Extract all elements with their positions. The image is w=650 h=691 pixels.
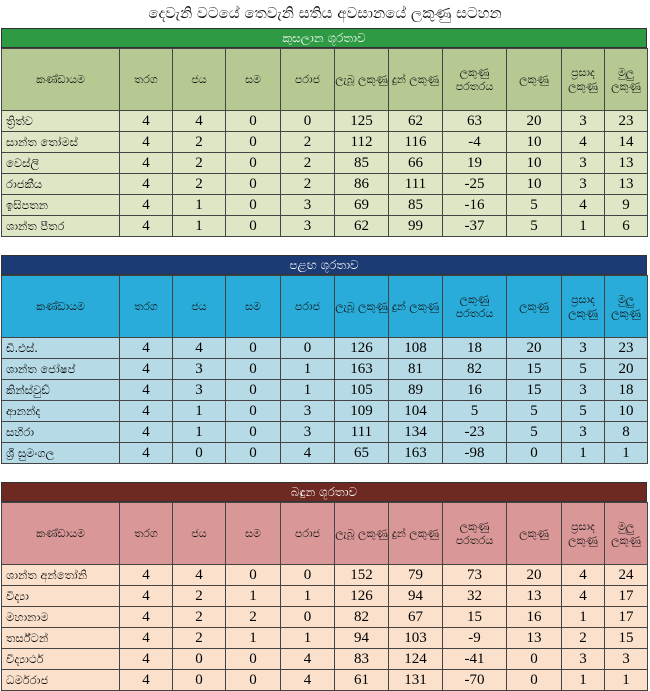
cell-total-points: 8 — [605, 422, 648, 443]
column-header-total-points: මුලු ලකුණු — [605, 276, 648, 338]
standings-table — [1, 502, 648, 691]
cell-points-for: 125 — [335, 111, 389, 132]
cell-total-points: 3 — [605, 649, 648, 670]
cell-drawn: 0 — [226, 174, 281, 195]
cell-lost: 1 — [281, 628, 335, 649]
cell-won: 0 — [173, 649, 226, 670]
cell-points: 13 — [507, 586, 562, 607]
cell-won: 2 — [173, 628, 226, 649]
cell-drawn: 0 — [226, 338, 281, 359]
column-header-lost: පරාජ — [281, 276, 335, 338]
cell-team: ආනන්ද — [2, 401, 120, 422]
cell-points-for: 111 — [335, 422, 389, 443]
cell-bonus-points: 3 — [562, 422, 605, 443]
cell-lost: 3 — [281, 401, 335, 422]
cell-lost: 3 — [281, 195, 335, 216]
cell-points-for: 105 — [335, 380, 389, 401]
cell-won: 1 — [173, 422, 226, 443]
cell-lost: 2 — [281, 153, 335, 174]
cell-total-points: 14 — [605, 132, 648, 153]
table-row — [2, 586, 648, 607]
cell-points: 5 — [507, 216, 562, 237]
cell-won: 4 — [173, 565, 226, 586]
table-row — [2, 422, 648, 443]
cell-points-against: 99 — [389, 216, 443, 237]
cell-points: 0 — [507, 670, 562, 691]
cell-team: ශාන්ත අන්තෝනි — [2, 565, 120, 586]
cell-played: 4 — [120, 628, 173, 649]
cell-drawn: 0 — [226, 565, 281, 586]
cell-points-for: 86 — [335, 174, 389, 195]
cell-drawn: 0 — [226, 670, 281, 691]
table-row — [2, 380, 648, 401]
cell-total-points: 9 — [605, 195, 648, 216]
cell-lost: 1 — [281, 380, 335, 401]
page-title: දෙවැනි වටයේ තෙවැනි සතිය අවසානයේ ලකුණු සටහන — [148, 4, 502, 22]
cell-total-points: 20 — [605, 359, 648, 380]
cell-total-points: 17 — [605, 607, 648, 628]
cell-points-against: 131 — [389, 670, 443, 691]
column-header-bonus-points: ප්‍රසාද ලකුණු — [562, 49, 605, 111]
cell-points-for: 94 — [335, 628, 389, 649]
cell-won: 2 — [173, 607, 226, 628]
cell-drawn: 0 — [226, 401, 281, 422]
cell-points: 5 — [507, 401, 562, 422]
cell-won: 1 — [173, 216, 226, 237]
cell-team: ශ්‍රී සුමංගල — [2, 443, 120, 464]
table-row — [2, 216, 648, 237]
column-header-points: ලකුණු — [507, 276, 562, 338]
cell-team: ධර්මරාජ — [2, 670, 120, 691]
column-header-played: තරග — [120, 503, 173, 565]
column-header-points: ලකුණු — [507, 49, 562, 111]
cell-total-points: 17 — [605, 586, 648, 607]
cell-team: තර්ස්ටන් — [2, 628, 120, 649]
cell-point-difference: 16 — [443, 380, 507, 401]
cell-won: 3 — [173, 359, 226, 380]
cell-played: 4 — [120, 132, 173, 153]
table-row — [2, 670, 648, 691]
column-header-row — [2, 49, 648, 111]
column-header-bonus-points: ප්‍රසාද ලකුණු — [562, 276, 605, 338]
cell-bonus-points: 3 — [562, 153, 605, 174]
cell-points-for: 126 — [335, 586, 389, 607]
cell-played: 4 — [120, 422, 173, 443]
column-header-won: ජය — [173, 276, 226, 338]
cell-lost: 0 — [281, 338, 335, 359]
cell-drawn: 0 — [226, 649, 281, 670]
cell-total-points: 18 — [605, 380, 648, 401]
table-row — [2, 565, 648, 586]
cell-played: 4 — [120, 338, 173, 359]
cell-points: 20 — [507, 565, 562, 586]
column-header-drawn: සම — [226, 49, 281, 111]
cell-bonus-points: 4 — [562, 195, 605, 216]
cell-points-against: 66 — [389, 153, 443, 174]
cell-lost: 4 — [281, 670, 335, 691]
cell-drawn: 0 — [226, 443, 281, 464]
table-row — [2, 443, 648, 464]
cell-team: ඉසිපතන — [2, 195, 120, 216]
cell-points: 10 — [507, 132, 562, 153]
cell-points: 10 — [507, 153, 562, 174]
cell-drawn: 0 — [226, 359, 281, 380]
cell-total-points: 23 — [605, 111, 648, 132]
column-header-points: ලකුණු — [507, 503, 562, 565]
column-header-point-difference: ලකුණු පරතරය — [443, 49, 507, 111]
cell-total-points: 15 — [605, 628, 648, 649]
cell-points-against: 67 — [389, 607, 443, 628]
cell-point-difference: 5 — [443, 401, 507, 422]
cell-point-difference: -70 — [443, 670, 507, 691]
column-header-team: කණ්ඩායම — [2, 503, 120, 565]
cell-points-for: 163 — [335, 359, 389, 380]
group-header: බඳුන ශූරතාව — [1, 482, 647, 502]
cell-points-for: 65 — [335, 443, 389, 464]
cell-total-points: 6 — [605, 216, 648, 237]
column-header-won: ජය — [173, 49, 226, 111]
group-header: කුසලාන ශූරතාව — [1, 28, 647, 48]
cell-team: වෙස්ලි — [2, 153, 120, 174]
cell-won: 2 — [173, 586, 226, 607]
cell-team: මහානාම — [2, 607, 120, 628]
cell-point-difference: 19 — [443, 153, 507, 174]
cell-points-for: 69 — [335, 195, 389, 216]
cell-points: 15 — [507, 359, 562, 380]
cell-lost: 1 — [281, 586, 335, 607]
table-row — [2, 359, 648, 380]
cell-bonus-points: 1 — [562, 443, 605, 464]
cell-total-points: 23 — [605, 338, 648, 359]
column-header-lost: පරාජ — [281, 49, 335, 111]
cell-points-for: 61 — [335, 670, 389, 691]
cell-points-for: 85 — [335, 153, 389, 174]
cell-lost: 1 — [281, 359, 335, 380]
cell-point-difference: 15 — [443, 607, 507, 628]
cell-bonus-points: 4 — [562, 565, 605, 586]
cell-played: 4 — [120, 174, 173, 195]
cell-played: 4 — [120, 401, 173, 422]
cell-points-for: 82 — [335, 607, 389, 628]
column-header-points-against: දුන් ලකුණු — [389, 49, 443, 111]
column-header-team: කණ්ඩායම — [2, 49, 120, 111]
cell-points-against: 103 — [389, 628, 443, 649]
cell-point-difference: 73 — [443, 565, 507, 586]
table-row — [2, 195, 648, 216]
cell-points-against: 111 — [389, 174, 443, 195]
cell-drawn: 0 — [226, 153, 281, 174]
column-header-played: තරග — [120, 49, 173, 111]
cell-total-points: 13 — [605, 153, 648, 174]
cell-lost: 4 — [281, 443, 335, 464]
cell-points-against: 81 — [389, 359, 443, 380]
cell-point-difference: -41 — [443, 649, 507, 670]
cell-points-for: 126 — [335, 338, 389, 359]
table-row — [2, 649, 648, 670]
cell-points-against: 124 — [389, 649, 443, 670]
cell-points-against: 163 — [389, 443, 443, 464]
cell-lost: 0 — [281, 565, 335, 586]
cell-point-difference: 82 — [443, 359, 507, 380]
table-row — [2, 111, 648, 132]
column-header-point-difference: ලකුණු පරතරය — [443, 503, 507, 565]
cell-bonus-points: 3 — [562, 111, 605, 132]
cell-won: 2 — [173, 174, 226, 195]
cell-won: 2 — [173, 153, 226, 174]
column-header-points-for: ලැබූ ලකුණු — [335, 503, 389, 565]
column-header-won: ජය — [173, 503, 226, 565]
cell-bonus-points: 5 — [562, 401, 605, 422]
cell-points: 5 — [507, 195, 562, 216]
cell-played: 4 — [120, 565, 173, 586]
cell-team: සහිරා — [2, 422, 120, 443]
table-row — [2, 153, 648, 174]
cell-bonus-points: 3 — [562, 649, 605, 670]
column-header-drawn: සම — [226, 503, 281, 565]
cell-points: 15 — [507, 380, 562, 401]
cell-played: 4 — [120, 443, 173, 464]
cell-won: 1 — [173, 401, 226, 422]
cell-bonus-points: 5 — [562, 359, 605, 380]
cell-total-points: 1 — [605, 443, 648, 464]
group-bowl-championship — [1, 482, 647, 691]
cell-bonus-points: 4 — [562, 132, 605, 153]
cell-bonus-points: 1 — [562, 607, 605, 628]
cell-points-against: 104 — [389, 401, 443, 422]
column-header-points-for: ලැබූ ලකුණු — [335, 276, 389, 338]
cell-point-difference: -37 — [443, 216, 507, 237]
cell-won: 4 — [173, 111, 226, 132]
cell-points-against: 79 — [389, 565, 443, 586]
cell-played: 4 — [120, 153, 173, 174]
group-trophy-championship — [1, 28, 647, 237]
cell-points: 5 — [507, 422, 562, 443]
cell-points: 0 — [507, 443, 562, 464]
column-header-bonus-points: ප්‍රසාද ලකුණු — [562, 503, 605, 565]
cell-bonus-points: 4 — [562, 586, 605, 607]
cell-won: 0 — [173, 443, 226, 464]
cell-drawn: 0 — [226, 216, 281, 237]
standings-table — [1, 275, 648, 464]
table-row — [2, 401, 648, 422]
column-header-points-for: ලැබූ ලකුණු — [335, 49, 389, 111]
cell-played: 4 — [120, 586, 173, 607]
cell-bonus-points: 3 — [562, 338, 605, 359]
cell-point-difference: -9 — [443, 628, 507, 649]
cell-points-against: 89 — [389, 380, 443, 401]
cell-points: 20 — [507, 111, 562, 132]
standings-table — [1, 48, 648, 237]
cell-points-against: 94 — [389, 586, 443, 607]
cell-played: 4 — [120, 359, 173, 380]
group-header: පළඟ ශූරතාව — [1, 255, 647, 275]
cell-drawn: 1 — [226, 586, 281, 607]
cell-lost: 3 — [281, 422, 335, 443]
cell-played: 4 — [120, 607, 173, 628]
cell-played: 4 — [120, 670, 173, 691]
cell-total-points: 10 — [605, 401, 648, 422]
cell-bonus-points: 2 — [562, 628, 605, 649]
column-header-row — [2, 276, 648, 338]
cell-lost: 2 — [281, 132, 335, 153]
cell-team: සාන්ත තෝමස් — [2, 132, 120, 153]
cell-lost: 2 — [281, 174, 335, 195]
cell-drawn: 0 — [226, 195, 281, 216]
cell-point-difference: -25 — [443, 174, 507, 195]
cell-point-difference: 18 — [443, 338, 507, 359]
cell-played: 4 — [120, 111, 173, 132]
cell-drawn: 0 — [226, 422, 281, 443]
cell-drawn: 1 — [226, 628, 281, 649]
cell-drawn: 0 — [226, 132, 281, 153]
cell-points: 20 — [507, 338, 562, 359]
cell-bonus-points: 3 — [562, 174, 605, 195]
cell-points-against: 116 — [389, 132, 443, 153]
cell-points: 0 — [507, 649, 562, 670]
group-plate-championship — [1, 255, 647, 464]
cell-total-points: 13 — [605, 174, 648, 195]
cell-won: 4 — [173, 338, 226, 359]
cell-team: ශාන්ත ජෝෂප් — [2, 359, 120, 380]
cell-points-for: 109 — [335, 401, 389, 422]
cell-lost: 4 — [281, 649, 335, 670]
column-header-played: තරග — [120, 276, 173, 338]
cell-total-points: 1 — [605, 670, 648, 691]
cell-team: ඩී.එස්. — [2, 338, 120, 359]
cell-points-for: 152 — [335, 565, 389, 586]
cell-won: 0 — [173, 670, 226, 691]
column-header-drawn: සම — [226, 276, 281, 338]
column-header-points-against: දුන් ලකුණු — [389, 276, 443, 338]
cell-bonus-points: 3 — [562, 380, 605, 401]
cell-drawn: 0 — [226, 111, 281, 132]
cell-points-against: 108 — [389, 338, 443, 359]
cell-point-difference: 32 — [443, 586, 507, 607]
table-row — [2, 607, 648, 628]
cell-points-for: 62 — [335, 216, 389, 237]
cell-point-difference: -4 — [443, 132, 507, 153]
cell-won: 3 — [173, 380, 226, 401]
column-header-point-difference: ලකුණු පරතරය — [443, 276, 507, 338]
cell-point-difference: -23 — [443, 422, 507, 443]
cell-points: 16 — [507, 607, 562, 628]
cell-team: විද්‍යාර්ථ — [2, 649, 120, 670]
cell-won: 2 — [173, 132, 226, 153]
cell-lost: 0 — [281, 111, 335, 132]
cell-team: කින්ස්වුඩ් — [2, 380, 120, 401]
cell-point-difference: -98 — [443, 443, 507, 464]
cell-team: රාජකීය — [2, 174, 120, 195]
column-header-points-against: දුන් ලකුණු — [389, 503, 443, 565]
cell-lost: 0 — [281, 607, 335, 628]
cell-points-for: 112 — [335, 132, 389, 153]
cell-won: 1 — [173, 195, 226, 216]
table-row — [2, 338, 648, 359]
column-header-row — [2, 503, 648, 565]
cell-team: ශාන්ත පීතර — [2, 216, 120, 237]
cell-point-difference: 63 — [443, 111, 507, 132]
cell-played: 4 — [120, 380, 173, 401]
cell-point-difference: -16 — [443, 195, 507, 216]
column-header-total-points: මුලු ලකුණු — [605, 503, 648, 565]
cell-points-against: 62 — [389, 111, 443, 132]
cell-points: 10 — [507, 174, 562, 195]
cell-team: විද්‍යා — [2, 586, 120, 607]
cell-points-against: 85 — [389, 195, 443, 216]
cell-points: 13 — [507, 628, 562, 649]
table-row — [2, 132, 648, 153]
cell-bonus-points: 1 — [562, 216, 605, 237]
cell-bonus-points: 1 — [562, 670, 605, 691]
cell-drawn: 2 — [226, 607, 281, 628]
table-row — [2, 628, 648, 649]
cell-points-against: 134 — [389, 422, 443, 443]
column-header-total-points: මුලු ලකුණු — [605, 49, 648, 111]
cell-played: 4 — [120, 649, 173, 670]
cell-played: 4 — [120, 195, 173, 216]
cell-played: 4 — [120, 216, 173, 237]
cell-drawn: 0 — [226, 380, 281, 401]
cell-team: ත්‍රිත්ව — [2, 111, 120, 132]
table-row — [2, 174, 648, 195]
cell-lost: 3 — [281, 216, 335, 237]
column-header-lost: පරාජ — [281, 503, 335, 565]
cell-points-for: 83 — [335, 649, 389, 670]
cell-total-points: 24 — [605, 565, 648, 586]
column-header-team: කණ්ඩායම — [2, 276, 120, 338]
